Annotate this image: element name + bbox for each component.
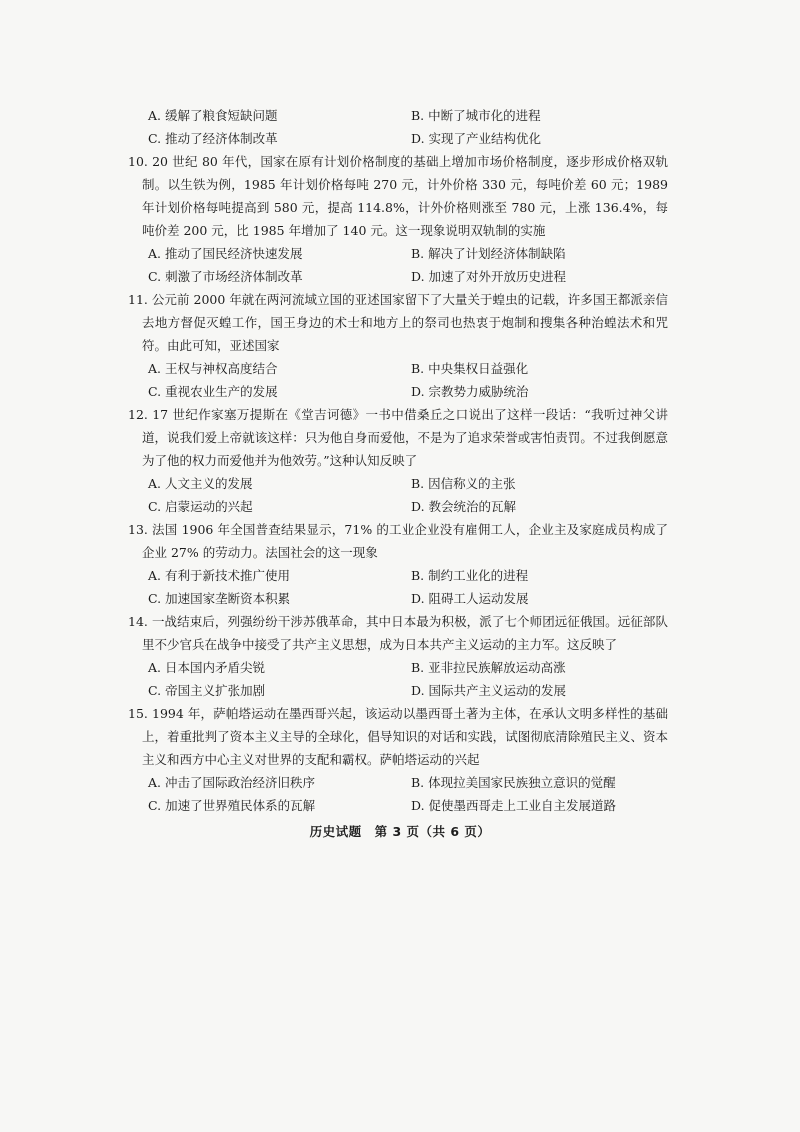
question-stem: 15. 1994 年，萨帕塔运动在墨西哥兴起，该运动以墨西哥土著为主体，在承认文明多样性的基础上，着重批判了资本主义主导的全球化，倡导知识的对话和实践，试图彻底清除殖民主义、资本主义和西方中心主义对世界的支配和霸权。萨帕塔运动的兴起 xyxy=(128,706,668,767)
option-c: C. 加速了世界殖民体系的瓦解 xyxy=(148,798,316,813)
option-c: C. 启蒙运动的兴起 xyxy=(148,499,253,514)
option-b: B. 解决了计划经济体制缺陷 xyxy=(411,246,566,261)
question-stem: 12. 17 世纪作家塞万提斯在《堂吉诃德》一书中借桑丘之口说出了这样一段话：“我听过神父讲道，说我们爱上帝就该这样：只为他自身而爱他，不是为了追求荣誉或害怕责罚。不过我倒愿意为了他的权力而爱他并为他效劳。”这种认知反映了 xyxy=(128,407,668,468)
question-14 xyxy=(128,610,668,702)
option-d: D. 阻碍工人运动发展 xyxy=(411,591,529,606)
option-d: D. 促使墨西哥走上工业自主发展道路 xyxy=(411,798,617,813)
option-a: A. 有利于新技术推广使用 xyxy=(148,568,290,583)
option-a: A. 王权与神权高度结合 xyxy=(148,361,278,376)
option-c: C. 推动了经济体制改革 xyxy=(148,131,278,146)
question-stem: 13. 法国 1906 年全国普查结果显示，71% 的工业企业没有雇佣工人，企业主及家庭成员构成了企业 27% 的劳动力。法国社会的这一现象 xyxy=(128,522,668,560)
option-a: A. 缓解了粮食短缺问题 xyxy=(148,108,278,123)
option-c: C. 刺激了市场经济体制改革 xyxy=(148,269,303,284)
page-footer: 历史试题 第 3 页（共 6 页） xyxy=(309,824,491,839)
option-c: C. 帝国主义扩张加剧 xyxy=(148,683,266,698)
option-d: D. 加速了对外开放历史进程 xyxy=(411,269,567,284)
option-c: C. 加速国家垄断资本积累 xyxy=(148,591,291,606)
option-a: A. 推动了国民经济快速发展 xyxy=(148,246,303,261)
option-b: B. 体现拉美国家民族独立意识的觉醒 xyxy=(411,775,616,790)
option-a: A. 日本国内矛盾尖锐 xyxy=(148,660,265,675)
question-list xyxy=(128,104,668,817)
option-b: B. 中央集权日益强化 xyxy=(411,361,529,376)
option-a: A. 人文主义的发展 xyxy=(148,476,253,491)
question-10 xyxy=(128,150,668,288)
option-c: C. 重视农业生产的发展 xyxy=(148,384,278,399)
option-d: D. 国际共产主义运动的发展 xyxy=(411,683,567,698)
question-stem: 11. 公元前 2000 年就在两河流域立国的亚述国家留下了大量关于蝗虫的记载，许多国王都派亲信去地方督促灭蝗工作，国王身边的术士和地方上的祭司也热衷于炮制和搜集各种治蝗法术和咒符。由此可知，亚述国家 xyxy=(128,292,668,353)
question-13 xyxy=(128,518,668,610)
option-b: B. 制约工业化的进程 xyxy=(411,568,529,583)
option-a: A. 冲击了国际政治经济旧秩序 xyxy=(148,775,315,790)
option-b: B. 中断了城市化的进程 xyxy=(411,108,541,123)
option-b: B. 亚非拉民族解放运动高涨 xyxy=(411,660,566,675)
question-stem: 14. 一战结束后，列强纷纷干涉苏俄革命，其中日本最为积极，派了七个师团远征俄国。远征部队里不少官兵在战争中接受了共产主义思想，成为日本共产主义运动的主力军。这反映了 xyxy=(128,614,668,652)
question-9-options xyxy=(128,104,668,150)
question-stem: 10. 20 世纪 80 年代，国家在原有计划价格制度的基础上增加市场价格制度，逐步形成价格双轨制。以生铁为例，1985 年计划价格每吨 270 元，计外价格 330 元，每吨价差 60 元；1989 年计划价格每吨提高到 580 元，提高 114.8%，计外价格则涨至 780 元，上涨 136.4%，每吨价差 200 元，比 1985 年增加了 140 元。这一现象说明双轨制的实施 xyxy=(128,154,668,238)
question-12 xyxy=(128,403,668,518)
option-b: B. 因信称义的主张 xyxy=(411,476,516,491)
option-d: D. 教会统治的瓦解 xyxy=(411,499,517,514)
option-d: D. 宗教势力威胁统治 xyxy=(411,384,529,399)
option-d: D. 实现了产业结构优化 xyxy=(411,131,542,146)
question-15 xyxy=(128,702,668,817)
question-11 xyxy=(128,288,668,403)
